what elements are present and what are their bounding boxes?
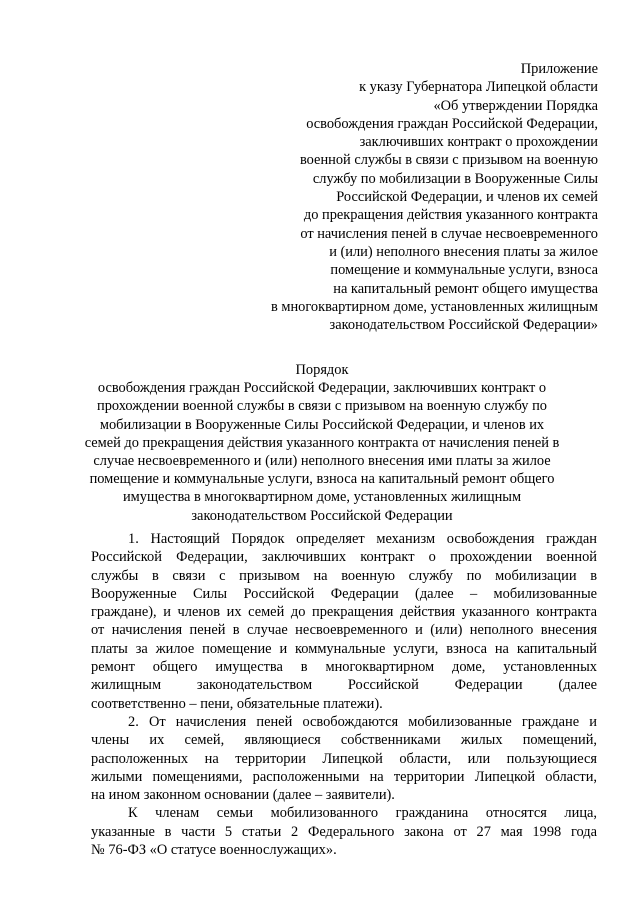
paragraph-2 xyxy=(91,713,597,804)
appendix-line: в многоквартирном доме, установленных жилищным xyxy=(270,298,598,315)
title-line: семей до прекращения действия указанного контракта от начисления пеней в xyxy=(84,434,560,451)
appendix-line: до прекращения действия указанного контракта xyxy=(303,207,598,224)
document-title xyxy=(82,361,562,525)
appendix-line: «Об утверждении Порядка xyxy=(433,97,598,114)
paragraph-line: указанные в части 5 статьи 2 Федерального закона от 27 мая 1998 года xyxy=(91,823,597,840)
title-line: законодательством Российской Федерации xyxy=(191,507,453,524)
paragraph-line: Вооруженные Силы Российской Федерации (далее – мобилизованные xyxy=(91,585,597,602)
title-line: случае несвоевременного и (или) неполного внесения ими платы за жилое xyxy=(93,453,551,470)
appendix-line: законодательством Российской Федерации» xyxy=(329,317,598,334)
paragraph-line: от начисления пеней в случае несвоевременного и (или) неполного внесения xyxy=(91,622,597,639)
paragraph-line: 2. От начисления пеней освобождаются мобилизованные граждане и xyxy=(128,713,597,730)
title-line: освобождения граждан Российской Федерации, заключивших контракт о xyxy=(97,380,547,397)
appendix-line: от начисления пеней в случае несвоевременного xyxy=(300,225,598,242)
title-line: прохождении военной службы в связи с призывом на военную службу по xyxy=(97,398,547,415)
paragraph-line: жилищным законодательством Российской Федерации (далее xyxy=(91,677,597,694)
appendix-line: освобождения граждан Российской Федерации, xyxy=(306,115,598,132)
title-line: мобилизации в Вооруженные Силы Российской Федерации, и членов их xyxy=(99,416,545,433)
appendix-line: военной службы в связи с призывом на военную xyxy=(299,152,598,169)
paragraph-line: жилыми помещениями, расположенными на территории Липецкой области, xyxy=(91,768,597,785)
appendix-line: помещение и коммунальные услуги, взноса xyxy=(330,262,598,279)
paragraph-line: платы за жилое помещение и коммунальные услуги, взноса на капитальный xyxy=(91,640,597,657)
paragraph-line: Российской Федерации, заключивших контракт о прохождении военной xyxy=(91,549,597,566)
paragraph-line: члены их семей, являющиеся собственниками жилых помещений, xyxy=(91,732,597,749)
appendix-line: к указу Губернатора Липецкой области xyxy=(359,79,598,96)
appendix-header xyxy=(238,60,598,334)
appendix-line: службу по мобилизации в Вооруженные Силы xyxy=(312,170,598,187)
appendix-line: заключивших контракт о прохождении xyxy=(359,134,598,151)
title-line: имущества в многоквартирном доме, установленных жилищным xyxy=(122,489,522,506)
paragraph-line: граждане), и членов их семей до прекращения действия указанного контракта xyxy=(91,604,597,621)
paragraph-3 xyxy=(91,804,597,859)
paragraph-1 xyxy=(91,530,597,713)
paragraph-line: ремонт общего имущества в многоквартирном доме, установленных xyxy=(91,659,597,676)
appendix-line: Российской Федерации, и членов их семей xyxy=(336,189,598,206)
paragraph-line: К членам семьи мобилизованного гражданина относятся лица, xyxy=(128,805,597,822)
paragraph-line: 1. Настоящий Порядок определяет механизм освобождения граждан xyxy=(128,531,597,547)
title-heading: Порядок xyxy=(295,362,349,378)
paragraph-line: № 76-ФЗ «О статусе военнослужащих». xyxy=(91,842,337,859)
paragraph-line: службы в связи с призывом на военную службу по мобилизации в xyxy=(91,567,597,584)
appendix-line: Приложение xyxy=(520,61,598,77)
appendix-line: на капитальный ремонт общего имущества xyxy=(333,280,598,297)
document-body xyxy=(91,530,597,859)
paragraph-line: на ином законном основании (далее – заявители). xyxy=(91,787,395,804)
paragraph-line: соответственно – пени, обязательные платежи). xyxy=(91,695,383,712)
appendix-line: и (или) неполного внесения платы за жилое xyxy=(329,243,598,260)
paragraph-line: расположенных на территории Липецкой области, или пользующиеся xyxy=(91,750,597,767)
title-line: помещение и коммунальные услуги, взноса на капитальный ремонт общего xyxy=(89,471,555,488)
